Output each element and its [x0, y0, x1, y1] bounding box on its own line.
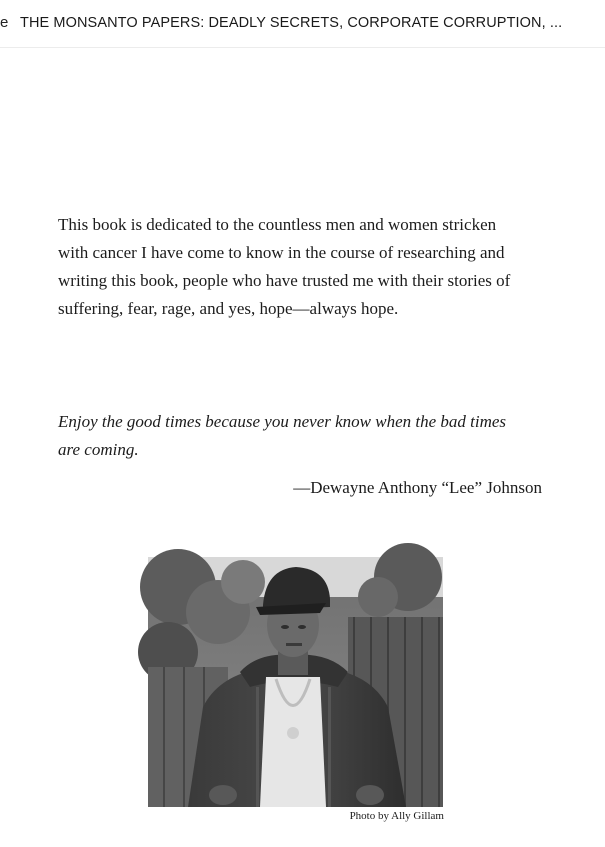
- epigraph-attribution: —Dewayne Anthony “Lee” Johnson: [293, 478, 542, 497]
- dedication-line: This book is dedicated to the countless men and women stricken: [58, 215, 497, 234]
- dedication-line: writing this book, people who have trusted me with their stories of: [58, 271, 511, 290]
- photo-credit: Photo by Ally Gillam: [349, 810, 444, 822]
- epigraph-line: Enjoy the good times because you never know when the bad times: [58, 412, 507, 431]
- dedication-line: suffering, fear, rage, and yes, hope—always hope.: [58, 299, 399, 318]
- portrait-photo: [148, 557, 443, 807]
- dedication-line: with cancer I have come to know in the course of researching and: [58, 243, 505, 262]
- dedication-text: [58, 211, 548, 323]
- epigraph-line: are coming.: [58, 440, 139, 459]
- book-title[interactable]: THE MONSANTO PAPERS: DEADLY SECRETS, CORPORATE CORRUPTION, ...: [20, 15, 563, 31]
- epigraph-quote: [58, 408, 548, 464]
- header-left-truncated-text: e: [0, 14, 9, 31]
- reader-header: [0, 0, 605, 48]
